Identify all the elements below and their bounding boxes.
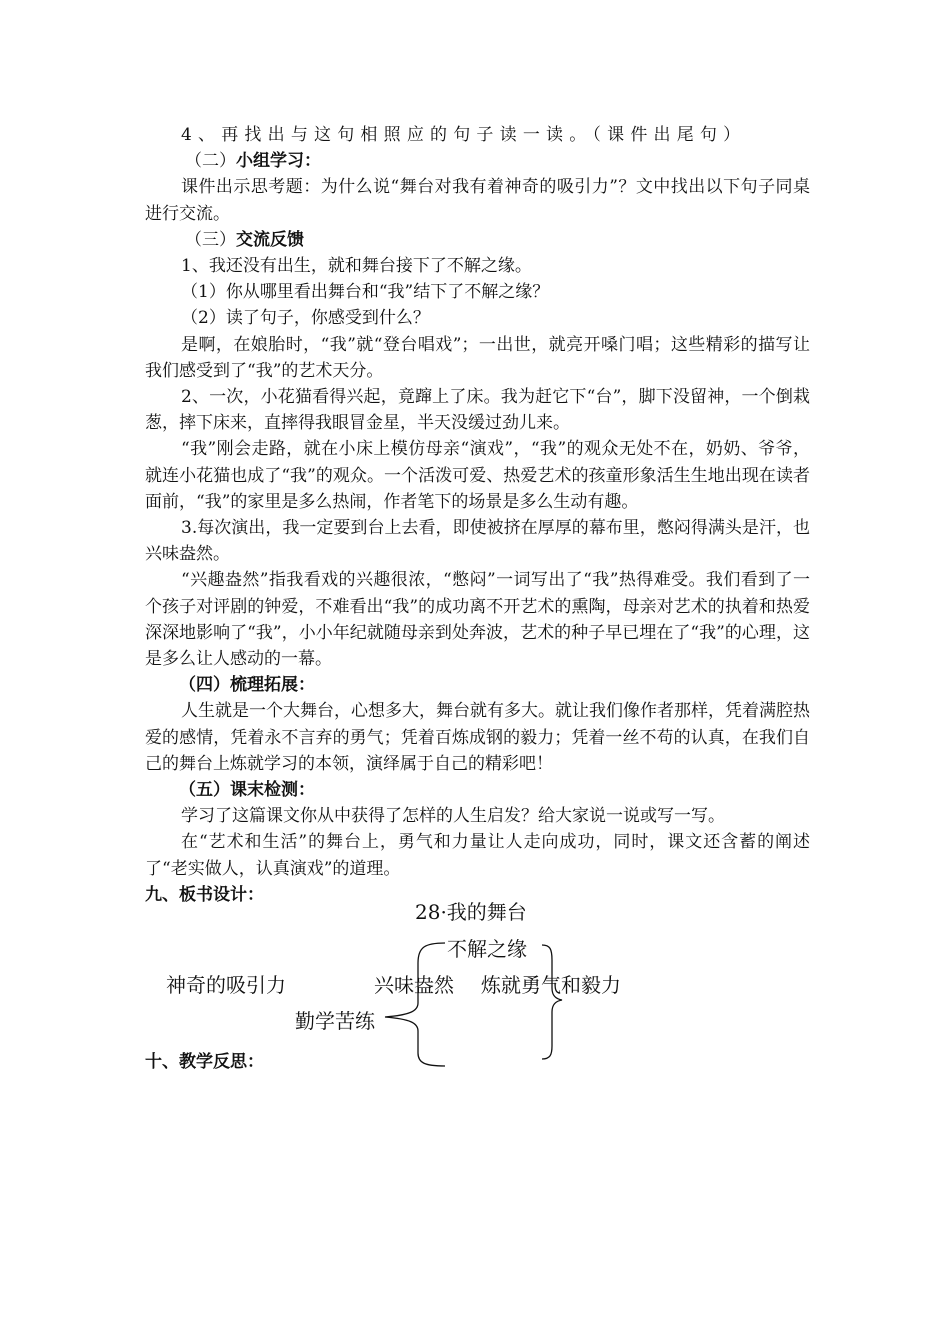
- section-heading-reflection: 十、教学反思：: [145, 1052, 264, 1072]
- board-left-term: 神奇的吸引力: [166, 973, 286, 997]
- paragraph-analysis-2: “我”刚会走路，就在小床上模仿母亲“演戏”，“我”的观众无处不在，奶奶、爷爷，就连小花猫也成了“我”的观众。一个活泼可爱、热爱艺术的孩童形象活生生地出现在读者面前，“我”的家里是多么热闹，作者笔下的场景是多么生动有趣。: [145, 439, 810, 512]
- section-title: 交流反馈: [236, 229, 304, 250]
- paragraph-item-1: 1、我还没有出生，就和舞台接下了不解之缘。: [181, 256, 532, 277]
- right-brace-icon: [538, 940, 568, 1065]
- board-bottom-term: 勤学苦练: [295, 1009, 375, 1033]
- paragraph-check-question: 学习了这篇课文你从中获得了怎样的人生启发？给大家说一说或写一写。: [181, 806, 725, 827]
- paragraph-subitem-1: （1）你从哪里看出舞台和“我”结下了不解之缘？: [181, 282, 550, 303]
- section-title: 小组学习：: [236, 151, 321, 172]
- section-heading-check: （五）课末检测：: [179, 780, 315, 801]
- section-number: （二）: [185, 151, 236, 172]
- section-heading-board-design: 九、板书设计：: [145, 884, 264, 905]
- board-right-term: 炼就勇气和毅力: [481, 973, 621, 997]
- paragraph-item-2: 2、一次，小花猫看得兴起，竟蹿上了床。我为赶它下“台”，脚下没留神，一个倒栽葱，摔下床来，直摔得我眼冒金星，半天没缓过劲儿来。: [145, 387, 810, 434]
- section-number: （三）: [185, 229, 236, 250]
- paragraph-analysis-1: 是啊，在娘胎时，“我”就“登台唱戏”；一出世，就亮开嗓门唱；这些精彩的描写让我们感受到了“我”的艺术天分。: [145, 334, 810, 381]
- paragraph-find-sentence: 4、再找出与这句相照应的句子读一读。（课件出尾句）: [181, 125, 747, 145]
- left-brace-icon: [380, 935, 450, 1070]
- paragraph-question: 课件出示思考题：为什么说“舞台对我有着神奇的吸引力”？文中找出以下句子同桌进行交流。: [145, 177, 810, 224]
- paragraph-item-3: 3.每次演出，我一定要到台上去看，即使被挤在厚厚的幕布里，憋闷得满头是汗，也兴味盎然。: [145, 518, 810, 565]
- paragraph-analysis-3: “兴趣盎然”指我看戏的兴趣很浓，“憋闷”一词写出了“我”热得难受。我们看到了一个孩子对评剧的钟爱，不难看出“我”的成功离不开艺术的熏陶，母亲对艺术的执着和热爱深深地影响了“我”，小小年纪就随母亲到处奔波，艺术的种子早已埋在了“我”的心理，这是多么让人感动的一幕。: [145, 570, 810, 670]
- board-title: 28·我的舞台: [415, 900, 527, 924]
- board-middle-term: 兴味盎然: [374, 973, 454, 997]
- paragraph-extension: 人生就是一个大舞台，心想多大，舞台就有多大。就让我们像作者那样，凭着满腔热爱的感情，凭着永不言弃的勇气；凭着百炼成钢的毅力；凭着一丝不苟的认真，在我们自己的舞台上炼就学习的本领，演绎属于自己的精彩吧！: [145, 701, 810, 774]
- section-heading-extension: （四）梳理拓展：: [179, 675, 315, 696]
- paragraph-summary: 在“艺术和生活”的舞台上，勇气和力量让人走向成功，同时，课文还含蓄的阐述了“老实做人，认真演戏”的道理。: [145, 832, 810, 879]
- board-top-term: 不解之缘: [447, 937, 527, 961]
- paragraph-subitem-2: （2）读了句子，你感受到什么？: [181, 308, 430, 329]
